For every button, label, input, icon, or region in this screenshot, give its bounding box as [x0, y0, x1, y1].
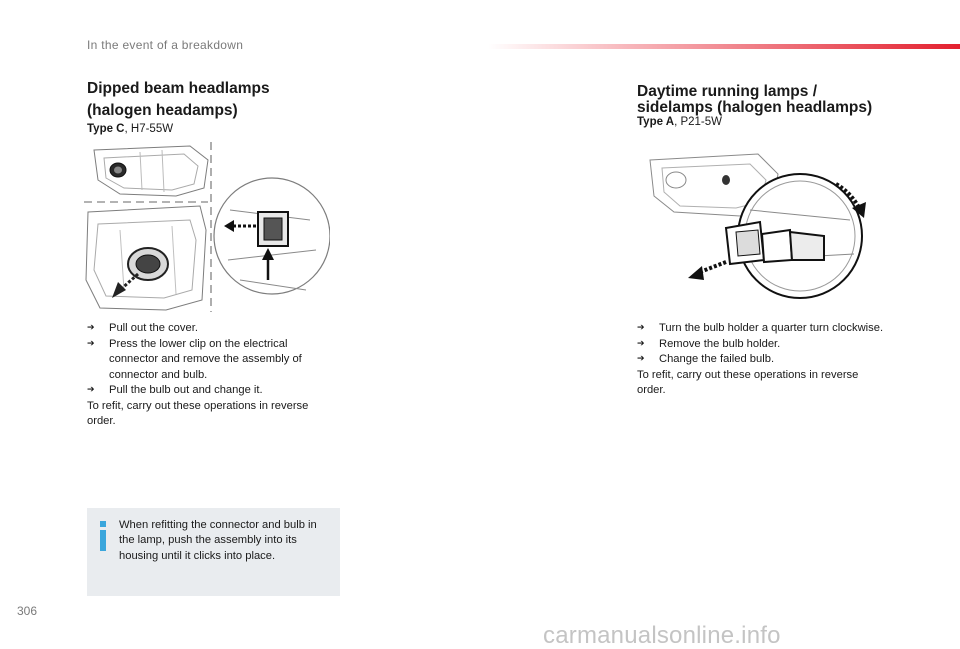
right-bulb-type [637, 116, 722, 128]
remove-holder-arrow [700, 262, 726, 272]
info-box-text: When refitting the connector and bulb in the lamp, push the assembly into its housing until it clicks into place. [119, 519, 317, 562]
right-type-label: Type A [637, 116, 675, 128]
left-step-3-text: Pull the bulb out and change it. [109, 384, 263, 396]
bulb-holder-location [722, 175, 730, 185]
remove-holder-arrowhead [688, 266, 704, 280]
left-closing-text: To refit, carry out these operations in reverse order. [87, 399, 309, 427]
step-bullet-icon: ➔ [87, 385, 95, 395]
right-steps [637, 321, 887, 399]
left-step-3 [87, 383, 337, 399]
left-section-title [87, 79, 327, 121]
bulb-body [762, 230, 792, 262]
right-title-line1: Daytime running lamps / [637, 83, 818, 100]
right-type-value: , P21-5W [674, 116, 722, 128]
info-icon [95, 520, 111, 552]
watermark: carmanualsonline.info [543, 622, 781, 649]
step-bullet-icon: ➔ [87, 338, 95, 349]
right-title-line2: sidelamps (halogen headlamps) [637, 99, 873, 116]
step-bullet-icon: ➔ [87, 323, 95, 333]
right-step-3-text: Change the failed bulb. [659, 353, 775, 365]
info-box [87, 508, 340, 596]
right-step-1-text: Turn the bulb holder a quarter turn clockwise. [659, 322, 884, 334]
daytime-lamp-illustration [640, 150, 880, 300]
left-title-line2: (halogen headamps) [87, 102, 238, 119]
page-number: 306 [17, 604, 38, 618]
right-step-3 [637, 352, 887, 368]
section-header-title: In the event of a breakdown [87, 38, 244, 52]
right-section-title [637, 84, 897, 116]
right-step-1 [637, 321, 887, 337]
left-step-1 [87, 321, 337, 337]
right-closing-text: To refit, carry out these operations in reverse order. [637, 368, 859, 396]
right-step-2-text: Remove the bulb holder. [659, 337, 781, 350]
left-type-label: Type C [87, 123, 125, 135]
left-step-1-text: Pull out the cover. [109, 322, 198, 334]
left-step-2 [87, 337, 337, 384]
dipped-beam-illustration [80, 140, 330, 315]
header-accent-bar [488, 44, 960, 49]
left-step-2-text: Press the lower clip on the electrical connector and remove the assembly of connector and bulb. [109, 337, 302, 381]
step-bullet-icon: ➔ [637, 338, 645, 349]
step-bullet-icon: ➔ [637, 323, 645, 333]
left-type-value: , H7-55W [124, 123, 174, 135]
left-title-line1: Dipped beam headlamps [87, 80, 270, 97]
left-steps [87, 321, 337, 430]
left-bulb-type [87, 123, 173, 135]
step-bullet-icon: ➔ [637, 354, 645, 364]
right-step-2 [637, 337, 887, 353]
